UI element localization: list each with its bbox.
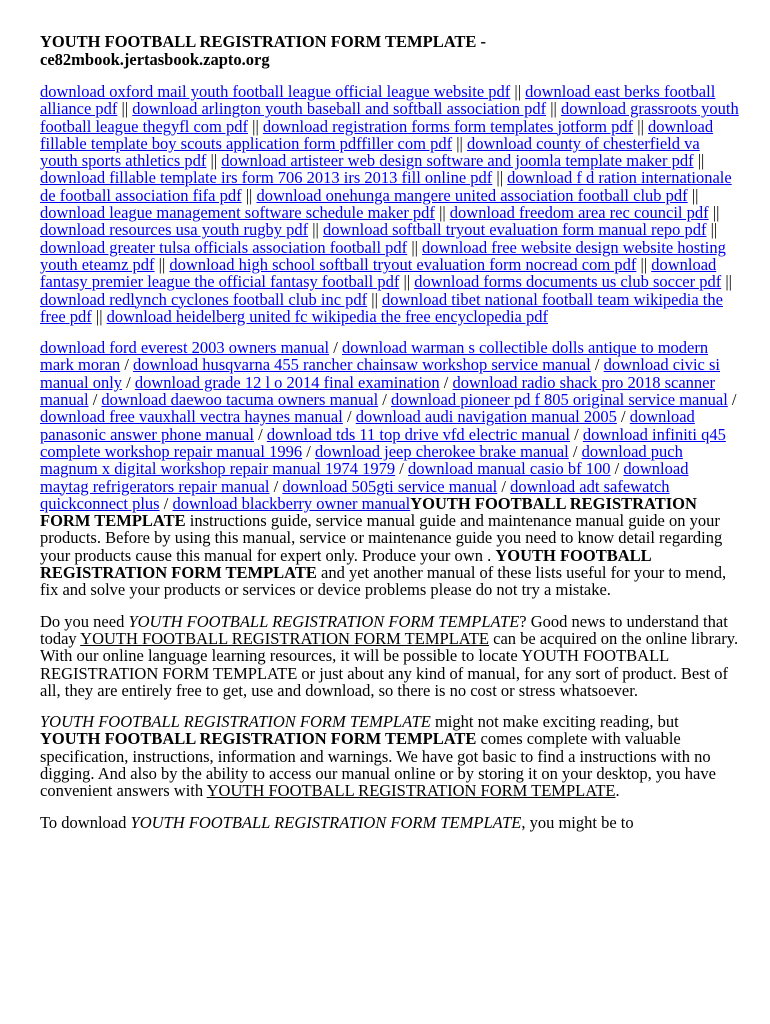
link-separator: || [434,203,450,223]
link-separator: || [206,151,222,171]
link-separator: / [122,372,135,392]
link-separator: / [120,355,134,375]
p3-text-3: . [615,781,620,801]
link-separator: / [302,441,315,461]
link-separator: || [706,220,718,240]
download-link[interactable]: download infiniti q45 complete workshop repair manual 1996 [40,424,726,461]
download-link[interactable]: download manual casio bf 100 [408,459,611,479]
p3-text-2: comes complete with valuable specification, instructions, information and warnings. We have got basic to find a instructions with no digging. And also by the ability to access our manual online or by storing it on your desktop, you have convenient answers with [40,729,716,801]
link-separator: / [590,355,604,375]
link-list-sports [40,83,740,325]
keyword-underlined: YOUTH FOOTBALL REGISTRATION FORM TEMPLATE [80,628,490,648]
p2-text-1: ? Good news to understand that today [40,611,728,648]
link-separator: || [633,116,648,136]
download-link[interactable]: download forms documents us club soccer pdf [414,272,722,292]
download-link[interactable]: download arlington youth baseball and softball association pdf [132,99,547,119]
link-separator: || [546,99,561,119]
download-link[interactable]: download puch magnum x digital workshop repair manual 1974 1979 [40,441,683,479]
keyword-plain: YOUTH FOOTBALL REGISTRATION FORM TEMPLATE [40,646,669,683]
page-title [40,33,740,69]
download-link[interactable]: download freedom area rec council pdf [449,203,709,223]
link-separator: || [687,185,699,205]
link-separator: || [708,203,720,223]
link-list-manuals [40,339,740,598]
p3-text-1: might not make exciting reading, but [430,712,679,732]
keyword-bold: YOUTH FOOTBALL REGISTRATION FORM TEMPLATE [40,493,697,531]
download-link[interactable]: download civic si manual only [40,355,721,392]
link-separator: || [636,254,652,274]
download-link[interactable]: download registration forms form templates jotform pdf [262,116,634,136]
link-separator: / [253,424,267,444]
p2-text-3: or just about any kind of manual, for any sort of product. Best of all, they are entirely free to get, use and download, so there is no cost or stress whatsoever. [40,663,729,700]
download-link[interactable]: download county of chesterfield va youth sports athletics pdf [40,133,700,171]
download-link[interactable]: download adt safewatch quickconnect plus [40,476,670,513]
download-link[interactable]: download panasonic answer phone manual [40,407,695,444]
download-link[interactable]: download east berks football alliance pdf [40,82,716,119]
p2-text-2: can be acquired on the online library. With our online language learning resources, it will be possible to locate [40,628,739,666]
download-link[interactable]: download oxford mail youth football league official league website pdf [40,82,511,101]
link-separator: / [610,459,624,479]
keyword-bold: YOUTH FOOTBALL REGISTRATION FORM TEMPLATE [40,729,477,749]
download-link[interactable]: download husqvarna 455 rancher chainsaw workshop service manual [133,355,591,375]
download-link[interactable]: download artisteer web design software and joomla template maker pdf [221,151,694,171]
link-separator: / [378,390,392,410]
download-link[interactable]: download f d ration internationale de football association fifa pdf [40,168,732,205]
link-separator: || [399,272,415,292]
download-link[interactable]: download ford everest 2003 owners manual [40,338,330,358]
link-separator: || [248,116,263,136]
link-separator: || [117,99,133,119]
download-link[interactable]: download pioneer pd f 805 original service manual [391,390,728,410]
link-separator: / [329,338,342,358]
download-link[interactable]: download tds 11 top drive vfd electric manual [266,424,570,444]
download-link[interactable]: download daewoo tacuma owners manual [101,390,379,410]
link-separator: / [342,407,356,427]
download-link[interactable]: download blackberry owner manual [172,493,411,513]
download-link[interactable]: download redlynch cyclones football club inc pdf [40,289,368,309]
link-separator: || [452,133,467,153]
download-link[interactable]: download warman s collectible dolls antique to modern mark moran [40,338,709,375]
download-link[interactable]: download softball tryout evaluation form manual repo pdf [322,220,707,240]
link-separator: / [568,441,582,461]
download-link[interactable]: download fillable template boy scouts application form pdffiller com pdf [40,116,714,153]
p2-text-0: Do you need [40,611,129,631]
link-separator: / [570,424,583,444]
download-link[interactable]: download high school softball tryout evaluation form nocread com pdf [169,254,637,274]
keyword-italic: YOUTH FOOTBALL REGISTRATION FORM TEMPLATE [128,611,520,631]
link-separator: / [616,407,630,427]
link-separator: / [269,476,283,496]
download-link[interactable]: download free website design website hosting youth eteamz pdf [40,237,726,274]
link-separator: / [727,390,737,410]
download-link[interactable]: download 505gti service manual [282,476,498,496]
paragraph-to-download [40,814,740,831]
p1-text-2: and yet another manual of these lists useful for your to mend, fix and solve your products or services or device problems please do not try a mistake. [40,563,727,600]
p1-text-1: instructions guide, service manual guide and maintenance manual guide on your products. Before by using this manual, service or maintenance guide you need to know detail regarding your products cause this manual for expert only. Produce your own . [40,511,723,565]
keyword-italic: YOUTH FOOTBALL REGISTRATION FORM TEMPLATE [40,712,431,732]
link-separator: / [88,390,102,410]
download-link[interactable]: download league management software schedule maker pdf [40,203,435,223]
paragraph-exciting-reading [40,713,740,799]
download-link[interactable]: download grassroots youth football league thegyfl com pdf [40,99,739,136]
paragraph-do-you-need [40,613,740,699]
download-link[interactable]: download jeep cherokee brake manual [314,441,569,461]
p4-text-0: To download [40,812,131,832]
download-link[interactable]: download heidelberg united fc wikipedia the free encyclopedia pdf [106,306,548,326]
download-link[interactable]: download onehunga mangere united association football club pdf [256,185,688,205]
download-link[interactable]: download fillable template irs form 706 2013 irs 2013 fill online pdf [40,168,493,188]
download-link[interactable]: download resources usa youth rugby pdf [40,220,309,240]
link-separator: || [510,82,526,101]
keyword-bold: YOUTH FOOTBALL REGISTRATION FORM TEMPLATE [40,545,651,583]
keyword-italic: YOUTH FOOTBALL REGISTRATION FORM TEMPLATE [130,812,522,832]
download-link[interactable]: download free vauxhall vectra haynes manual [40,407,343,427]
title-line-1: YOUTH FOOTBALL REGISTRATION FORM TEMPLATE - [40,32,487,51]
download-link[interactable]: download greater tulsa officials association football pdf [40,237,408,257]
download-link[interactable]: download radio shack pro 2018 scanner manual [40,372,715,410]
link-separator: || [241,185,257,205]
link-separator: || [367,289,383,309]
p4-text-1: , you might be to [521,812,634,832]
title-line-2: ce82mbook.jertasbook.zapto.org [40,50,270,69]
link-separator: || [308,220,323,240]
download-link[interactable]: download fantasy premier league the official fantasy football pdf [40,254,717,292]
link-separator: || [721,272,732,292]
document-page [40,33,740,831]
link-separator: / [395,459,408,479]
link-separator: || [492,168,508,188]
link-separator: / [439,372,453,392]
link-separator: / [497,476,511,496]
download-link[interactable]: download tibet national football team wikipedia the free pdf [40,289,723,326]
link-separator: || [693,151,705,171]
download-link[interactable]: download audi navigation manual 2005 [355,407,617,427]
link-separator: || [91,306,107,326]
link-separator: / [159,493,173,513]
keyword-underlined: YOUTH FOOTBALL REGISTRATION FORM TEMPLATE [206,781,616,801]
link-separator: || [154,254,170,274]
download-link[interactable]: download maytag refrigerators repair manual [40,459,689,496]
link-separator: || [407,237,423,257]
download-link[interactable]: download grade 12 l o 2014 final examination [134,372,440,392]
